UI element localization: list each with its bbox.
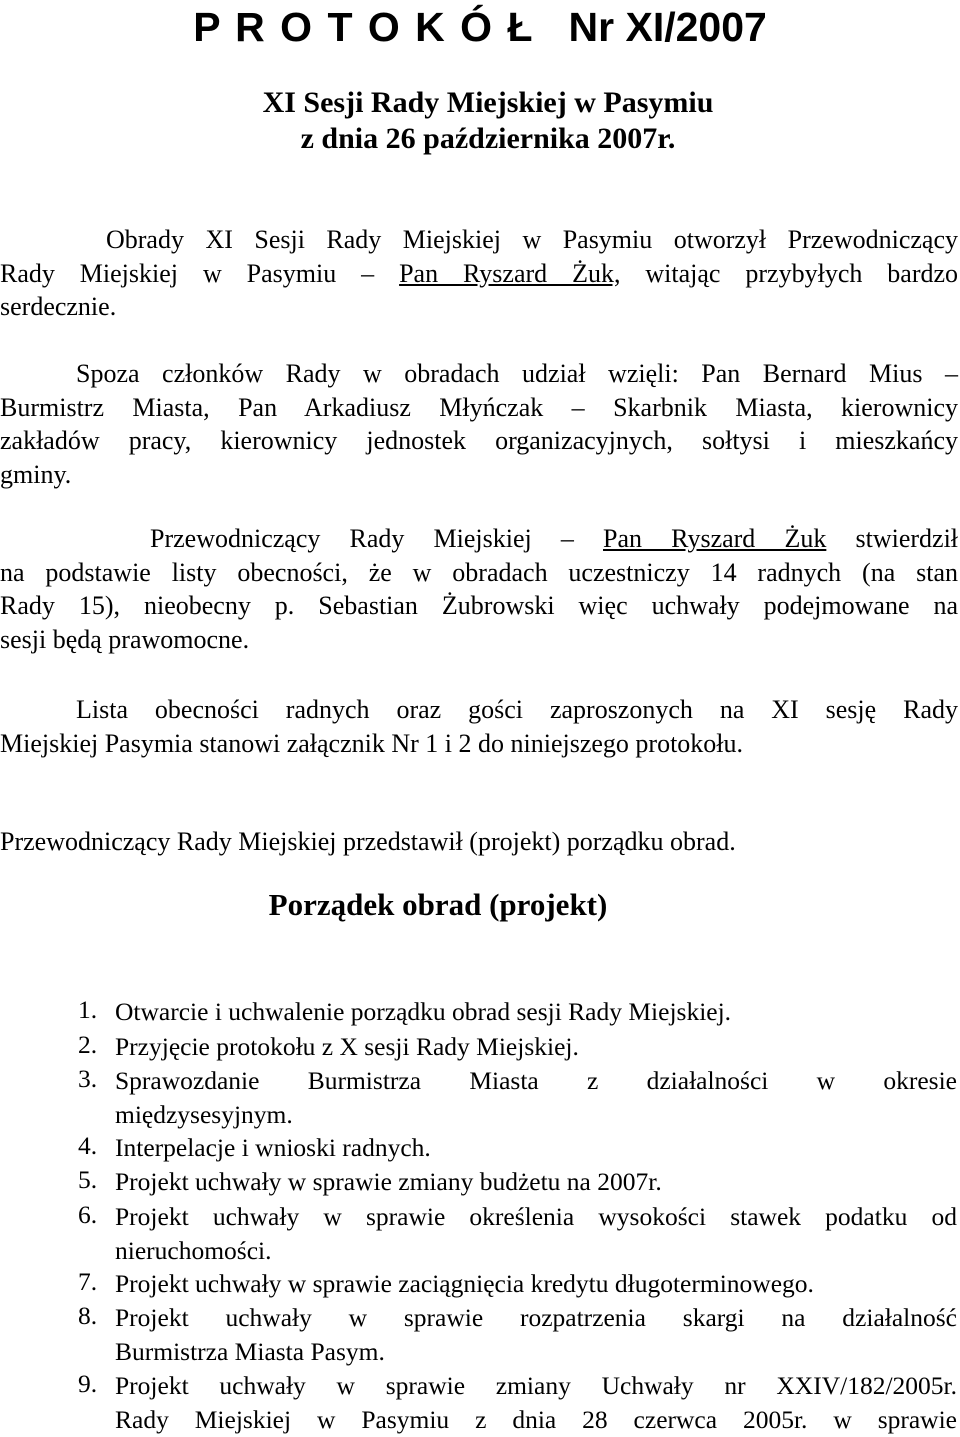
- paragraph-line: Obrady XI Sesji Rady Miejskiej w Pasymiu otworzył Przewodniczący: [106, 225, 958, 254]
- item-number: 4.: [78, 1131, 98, 1160]
- item-text: nieruchomości.: [115, 1236, 272, 1265]
- item-text: Projekt uchwały w sprawie zmiany budżetu na 2007r.: [115, 1167, 662, 1196]
- session-date: z dnia 26 października 2007r.: [300, 122, 676, 155]
- paragraph-line: Przewodniczący Rady Miejskiej przedstawił (projekt) porządku obrad.: [0, 827, 736, 856]
- item-number: 2.: [78, 1030, 98, 1059]
- item-text: Rady Miejskiej w Pasymiu z dnia 28 czerwca 2005r. w sprawie: [115, 1405, 957, 1434]
- paragraph-line: [0, 522, 958, 556]
- paragraph-line: zakładów pracy, kierownicy jednostek organizacyjnych, sołtysi i mieszkańcy: [0, 426, 958, 455]
- item-text: Projekt uchwały w sprawie rozpatrzenia skargi na działalność: [115, 1303, 957, 1332]
- title-text: P R O T O K Ó Ł: [193, 4, 535, 50]
- paragraph-quorum: [0, 522, 958, 656]
- text-run: stwierdził: [855, 524, 959, 553]
- item-text: Otwarcie i uchwalenie porządku obrad sesji Rady Miejskiej.: [115, 997, 732, 1026]
- paragraph-line: Rady 15), nieobecny p. Sebastian Żubrowski więc uchwały podejmowane na: [0, 591, 958, 620]
- document-title: [0, 4, 960, 51]
- item-number: 8.: [78, 1301, 98, 1330]
- item-text: Przyjęcie protokołu z X sesji Rady Miejskiej.: [115, 1032, 579, 1061]
- paragraph-line: na podstawie listy obecności, że w obradach uczestniczy 14 radnych (na stan: [0, 557, 958, 587]
- item-number: 1.: [78, 995, 98, 1024]
- paragraph-line: [0, 257, 958, 291]
- item-number: 5.: [78, 1165, 98, 1194]
- paragraph-line: Burmistrz Miasta, Pan Arkadiusz Młyńczak – Skarbnik Miasta, kierownicy: [0, 392, 958, 422]
- item-text: Projekt uchwały w sprawie określenia wysokości stawek podatku od: [115, 1202, 957, 1231]
- session-heading: XI Sesji Rady Miejskiej w Pasymiu: [262, 86, 714, 119]
- paragraph-attendance-list: [0, 693, 958, 760]
- item-text: Burmistrza Miasta Pasym.: [115, 1337, 385, 1366]
- item-text: Projekt uchwały w sprawie zmiany Uchwały nr XXIV/182/2005r.: [115, 1371, 957, 1400]
- text-run: witając przybyłych bardzo: [645, 258, 959, 288]
- item-text: Sprawozdanie Burmistrza Miasta z działalności w okresie: [115, 1066, 957, 1095]
- item-number: 3.: [78, 1064, 98, 1093]
- chairman-name: Pan Ryszard Żuk,: [399, 258, 621, 288]
- text-run: Przewodniczący Rady Miejskiej –: [150, 524, 574, 553]
- item-text: międzysesyjnym.: [115, 1100, 293, 1129]
- paragraph-agenda-intro: [0, 825, 958, 859]
- paragraph-attendees: [0, 357, 958, 491]
- paragraph-line: Lista obecności radnych oraz gości zaproszonych na XI sesję Rady: [76, 695, 958, 724]
- item-number: 7.: [78, 1267, 98, 1296]
- text-run: Rady Miejskiej w Pasymiu –: [0, 258, 375, 288]
- paragraph-opening: [0, 223, 958, 324]
- paragraph-line: serdecznie.: [0, 292, 117, 321]
- protocol-number: Nr XI/2007: [568, 4, 767, 50]
- item-text: Projekt uchwały w sprawie zaciągnięcia kredytu długoterminowego.: [115, 1269, 814, 1298]
- paragraph-line: sesji będą prawomocne.: [0, 624, 250, 654]
- chairman-name: Pan Ryszard Żuk: [603, 524, 827, 553]
- paragraph-line: Miejskiej Pasymia stanowi załącznik Nr 1 i 2 do niniejszego protokołu.: [0, 728, 744, 758]
- agenda-title: Porządek obrad (projekt): [268, 887, 608, 922]
- item-number: 9.: [78, 1369, 98, 1398]
- item-number: 6.: [78, 1200, 98, 1229]
- paragraph-line: gminy.: [0, 459, 72, 489]
- item-text: Interpelacje i wnioski radnych.: [115, 1133, 431, 1162]
- paragraph-line: Spoza członków Rady w obradach udział wzięli: Pan Bernard Mius –: [76, 359, 958, 388]
